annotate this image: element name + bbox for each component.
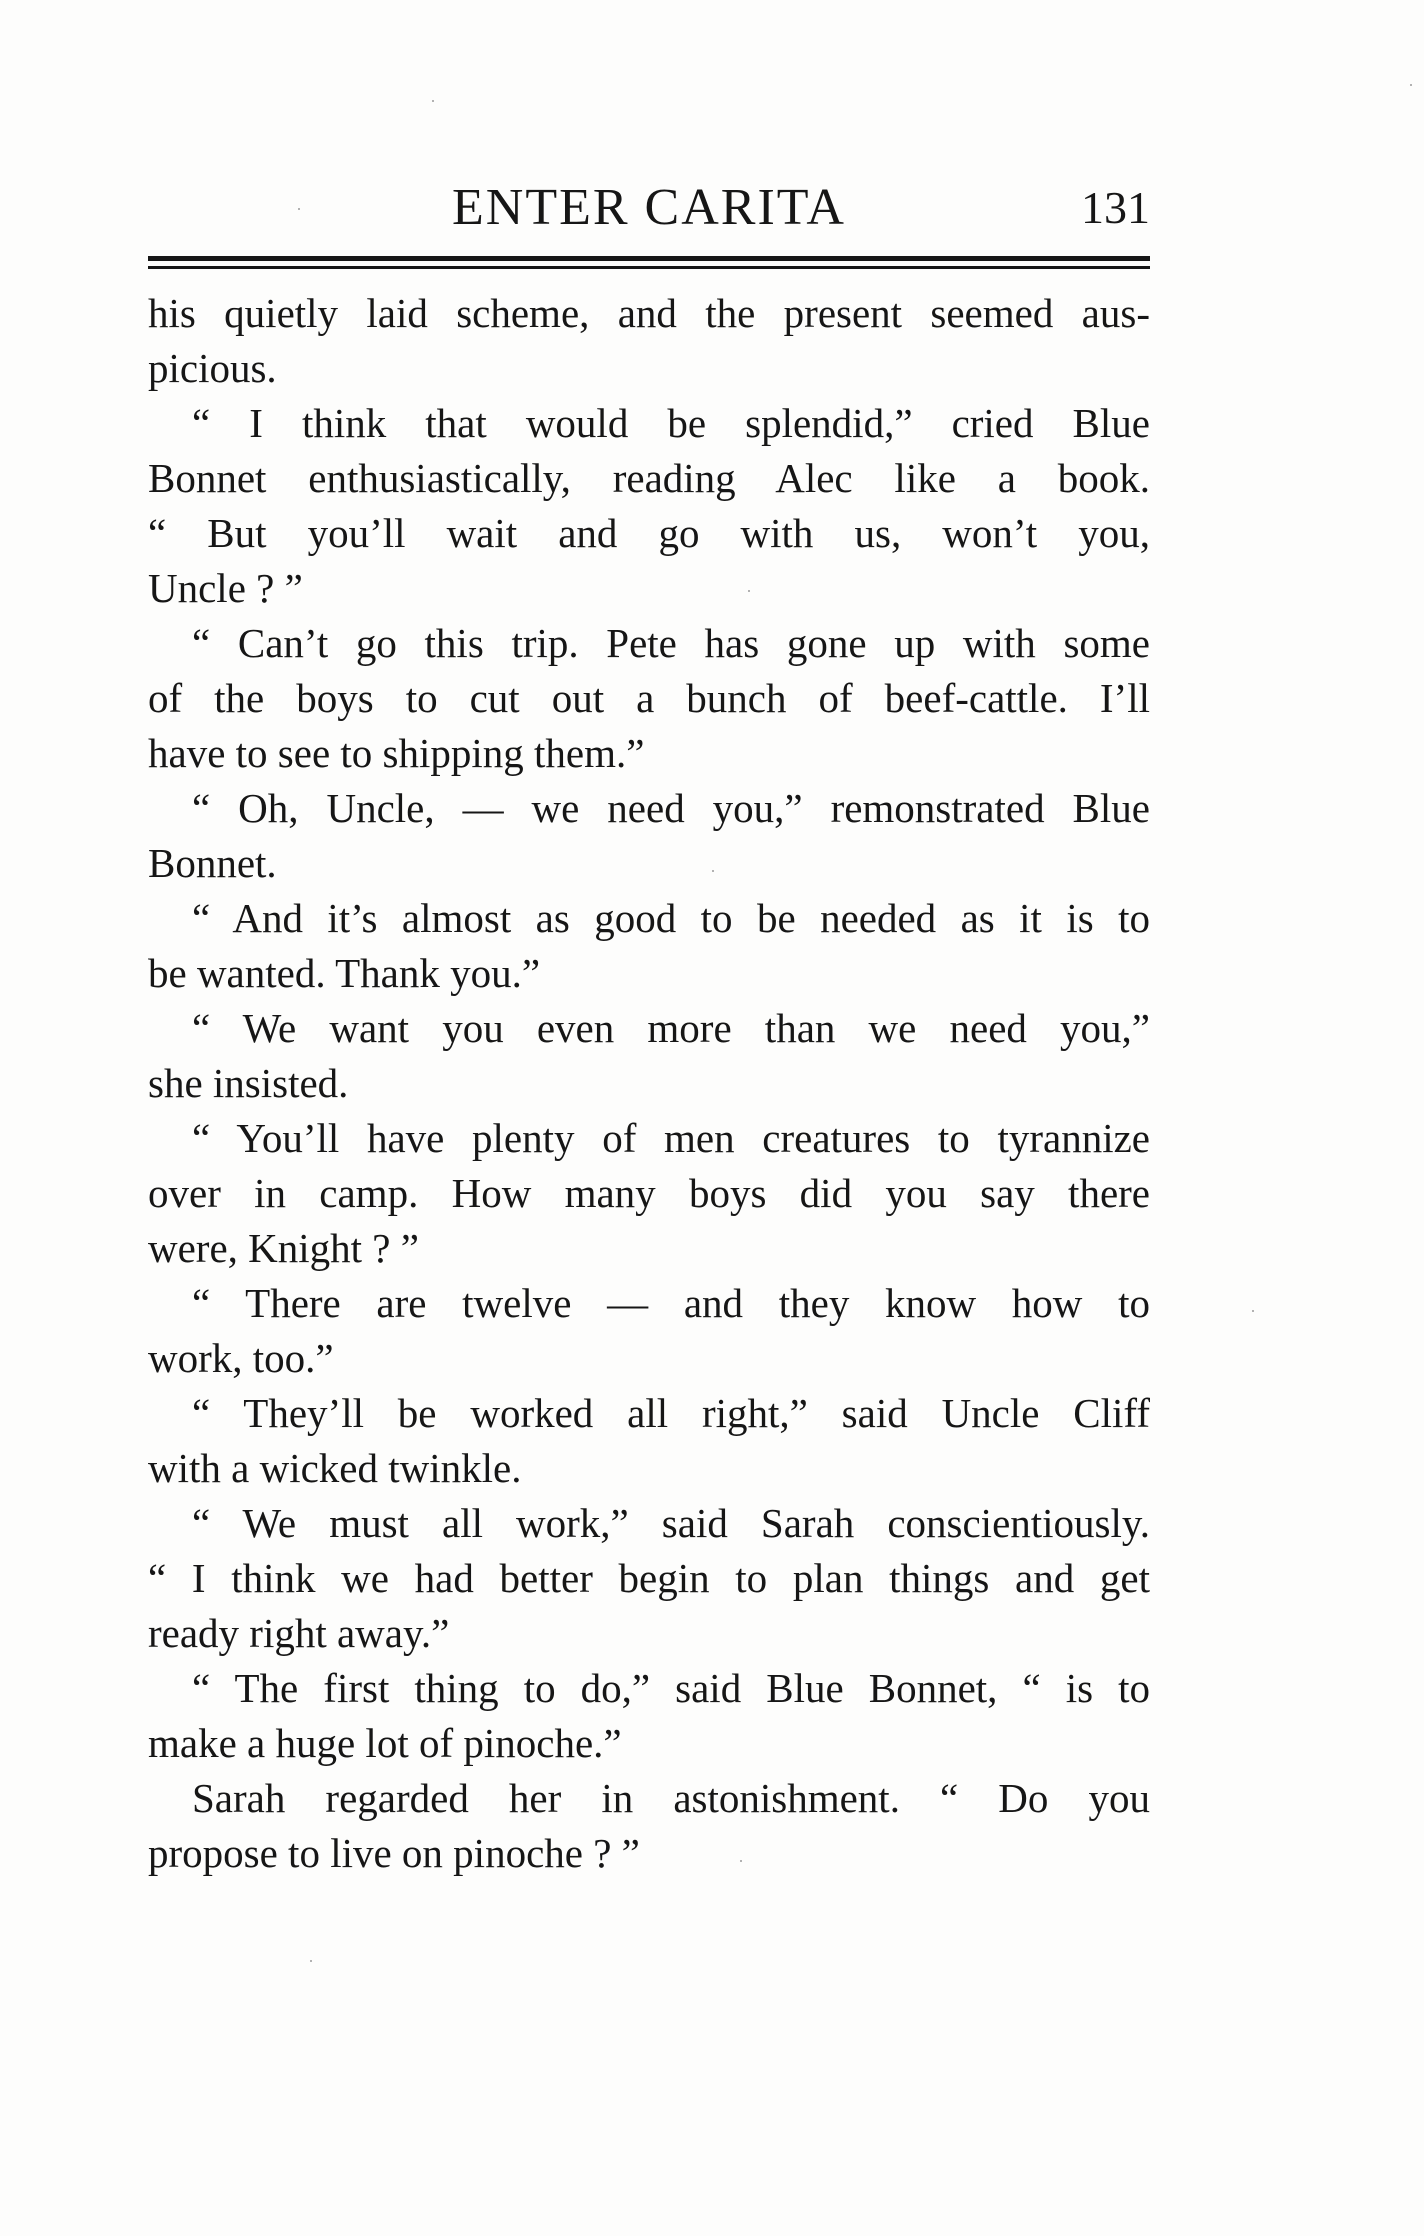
- text-line: Sarah regarded her in astonishment. “ Do you: [192, 1775, 1150, 1821]
- text-line: “ There are twelve — and they know how to: [192, 1280, 1150, 1326]
- paper-speck: [310, 1960, 312, 1962]
- text-line: ready right away.”: [148, 1610, 450, 1656]
- text-line: be wanted. Thank you.”: [148, 950, 541, 996]
- text-line: “ I think we had better begin to plan things and get: [148, 1555, 1150, 1601]
- text-line: “ They’ll be worked all right,” said Uncle Cliff: [192, 1390, 1150, 1436]
- text-line: “ And it’s almost as good to be needed as it is to: [192, 895, 1150, 941]
- text-line: Bonnet enthusiastically, reading Alec like a book.: [148, 455, 1150, 501]
- page-number: 131: [1081, 182, 1150, 233]
- text-line: make a huge lot of pinoche.”: [148, 1720, 622, 1766]
- body-text: [148, 286, 1150, 1881]
- text-line: Uncle ? ”: [148, 565, 303, 611]
- text-line: were, Knight ? ”: [148, 1225, 419, 1271]
- text-line: “ We must all work,” said Sarah conscientiously.: [192, 1500, 1150, 1546]
- text-line: “ You’ll have plenty of men creatures to tyrannize: [192, 1115, 1150, 1161]
- text-line: “ Can’t go this trip. Pete has gone up with some: [192, 620, 1150, 666]
- text-line: of the boys to cut out a bunch of beef-cattle. I’ll: [148, 675, 1150, 721]
- text-line: picious.: [148, 345, 277, 391]
- paper-speck: [748, 590, 750, 592]
- header-rule-thick: [148, 256, 1150, 261]
- text-line: over in camp. How many boys did you say there: [148, 1170, 1150, 1216]
- text-line: “ I think that would be splendid,” cried Blue: [192, 400, 1150, 446]
- text-line: work, too.”: [148, 1335, 334, 1381]
- text-line: “ The first thing to do,” said Blue Bonnet, “ is to: [192, 1665, 1150, 1711]
- paper-speck: [1252, 1310, 1254, 1312]
- text-line: Bonnet.: [148, 840, 277, 886]
- text-line: “ But you’ll wait and go with us, won’t you,: [148, 510, 1150, 556]
- text-line: “ Oh, Uncle, — we need you,” remonstrated Blue: [192, 785, 1150, 831]
- paper-speck: [298, 208, 300, 210]
- text-line: she insisted.: [148, 1060, 349, 1106]
- text-line: with a wicked twinkle.: [148, 1445, 522, 1491]
- header-rule-thin: [148, 266, 1150, 269]
- paper-speck: [712, 870, 714, 872]
- text-line: his quietly laid scheme, and the present seemed aus-: [148, 290, 1150, 336]
- text-line: “ We want you even more than we need you,”: [192, 1005, 1150, 1051]
- paper-speck: [740, 1860, 742, 1862]
- text-line: propose to live on pinoche ? ”: [148, 1830, 640, 1876]
- text-line: have to see to shipping them.”: [148, 730, 645, 776]
- paper-speck: [1410, 84, 1412, 86]
- paper-speck: [432, 100, 434, 102]
- running-title: ENTER CARITA: [452, 179, 846, 236]
